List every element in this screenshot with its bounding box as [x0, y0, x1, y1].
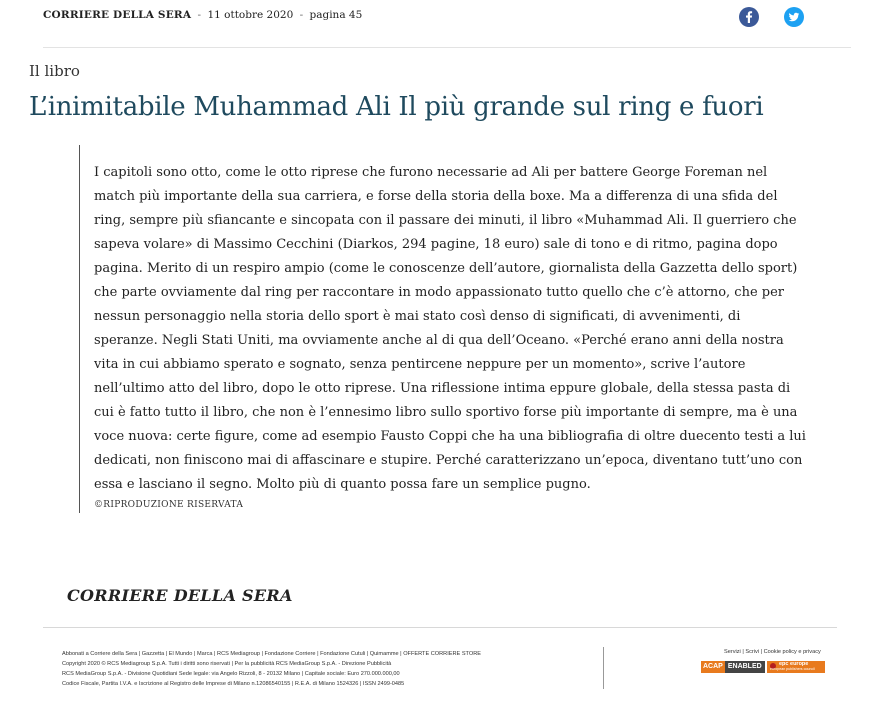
article-kicker: Il libro	[29, 62, 80, 80]
footer-legal	[62, 649, 592, 689]
acap-enabled-label: ENABLED	[725, 661, 765, 673]
footer-vertical-divider	[603, 647, 604, 689]
article-headline: L’inimitabile Muhammad Ali Il più grande sul ring e fuori	[29, 92, 764, 122]
epc-badge[interactable]	[767, 661, 825, 673]
masthead-separator: -	[197, 9, 202, 21]
masthead-separator: -	[299, 9, 304, 21]
acap-badge[interactable]	[701, 661, 765, 673]
footer-right-links[interactable]: Servizi | Scrivi | Cookie policy e privacy	[724, 649, 821, 655]
masthead-brand[interactable]: CORRIERE DELLA SERA	[43, 9, 192, 21]
footer-registration: Codice Fiscale, Partita I.V.A. e Iscrizione al Registro delle Imprese di Milano n.12086540155 | R.E.A. di Milano 1524326 | ISSN 2499-0485	[62, 681, 405, 687]
copyright-notice: ©RIPRODUZIONE RISERVATA	[94, 500, 244, 510]
article-body: I capitoli sono otto, come le otto riprese che furono necessarie ad Ali per battere George Foreman nel match più importante della sua carriera, e forse della storia della boxe. Ma a differenza di una sfida del ring, sempre più sfiancante e sincopata con il passare dei minuti, il libro «Muhammad Ali. Il guerriero che sapeva volare» di Massimo Cecchini (Diarkos, 294 pagine, 18 euro) sale di tono e di ritmo, pagina dopo pagina. Merito di un respiro ampio (come le conoscenze dell’autore, giornalista della Gazzetta dello sport) che parte ovviamente dal ring per raccontare in modo appassionato tutto quello che c’è attorno, che per nessun personaggio nella storia dello sport è mai stato così denso di significati, di avvenimenti, di speranze. Negli Stati Uniti, ma ovviamente anche al di qua dell’Oceano. «Perché erano anni della nostra vita in cui abbiamo sperato e sognato, senza pentircene neppure per un momento», scrive l’autore nell’ultimo atto del libro, dopo le otto riprese. Una riflessione intima eppure globale, della stessa pasta di cui è fatto tutto il libro, che non è l’ennesimo libro sullo sportivo forse più importante di sempre, ma è una voce nuova: certe figure, come ad esempio Fausto Coppi che ha una bibliografia di oltre duecento testi a lui dedicati, non finiscono mai di affascinare e stupire. Perché caratterizzano un’epoca, diventano tutt’uno con essa e lasciano il segno. Molto più di quanto possa fare un semplice pugno.	[94, 165, 806, 492]
top-bar	[43, 7, 851, 48]
footer-divider-line	[43, 627, 837, 628]
footer-copyright: Copyright 2020 © RCS Mediagroup S.p.A. Tutti i diritti sono riservati | Per la pubblicità RCS MediaGroup S.p.A. - Direzione Pubblicità	[62, 661, 392, 667]
twitter-icon[interactable]	[784, 7, 804, 27]
epc-sub-label: european publishers council	[770, 667, 815, 671]
epc-label: epc europe	[779, 661, 809, 667]
footer-company-info: RCS MediaGroup S.p.A. - Divisione Quotidiani Sede legale: via Angelo Rizzoli, 8 - 20132 Milano | Capitale sociale: Euro 270.000.000,00	[62, 671, 400, 677]
article-body-container	[79, 145, 815, 513]
masthead	[43, 9, 362, 21]
footer-logo[interactable]: CORRIERE DELLA SERA	[67, 586, 293, 605]
masthead-page: pagina 45	[309, 9, 363, 21]
masthead-date: 11 ottobre 2020	[207, 9, 294, 21]
footer-links[interactable]: Abbonati a Corriere della Sera | Gazzetta | El Mundo | Marca | RCS Mediagroup | Fondazione Corriere | Fondazione Cutuli | Quimamme | OFFERTE CORRIERE STORE	[62, 651, 481, 657]
acap-label: ACAP	[701, 661, 725, 673]
facebook-icon[interactable]	[739, 7, 759, 27]
